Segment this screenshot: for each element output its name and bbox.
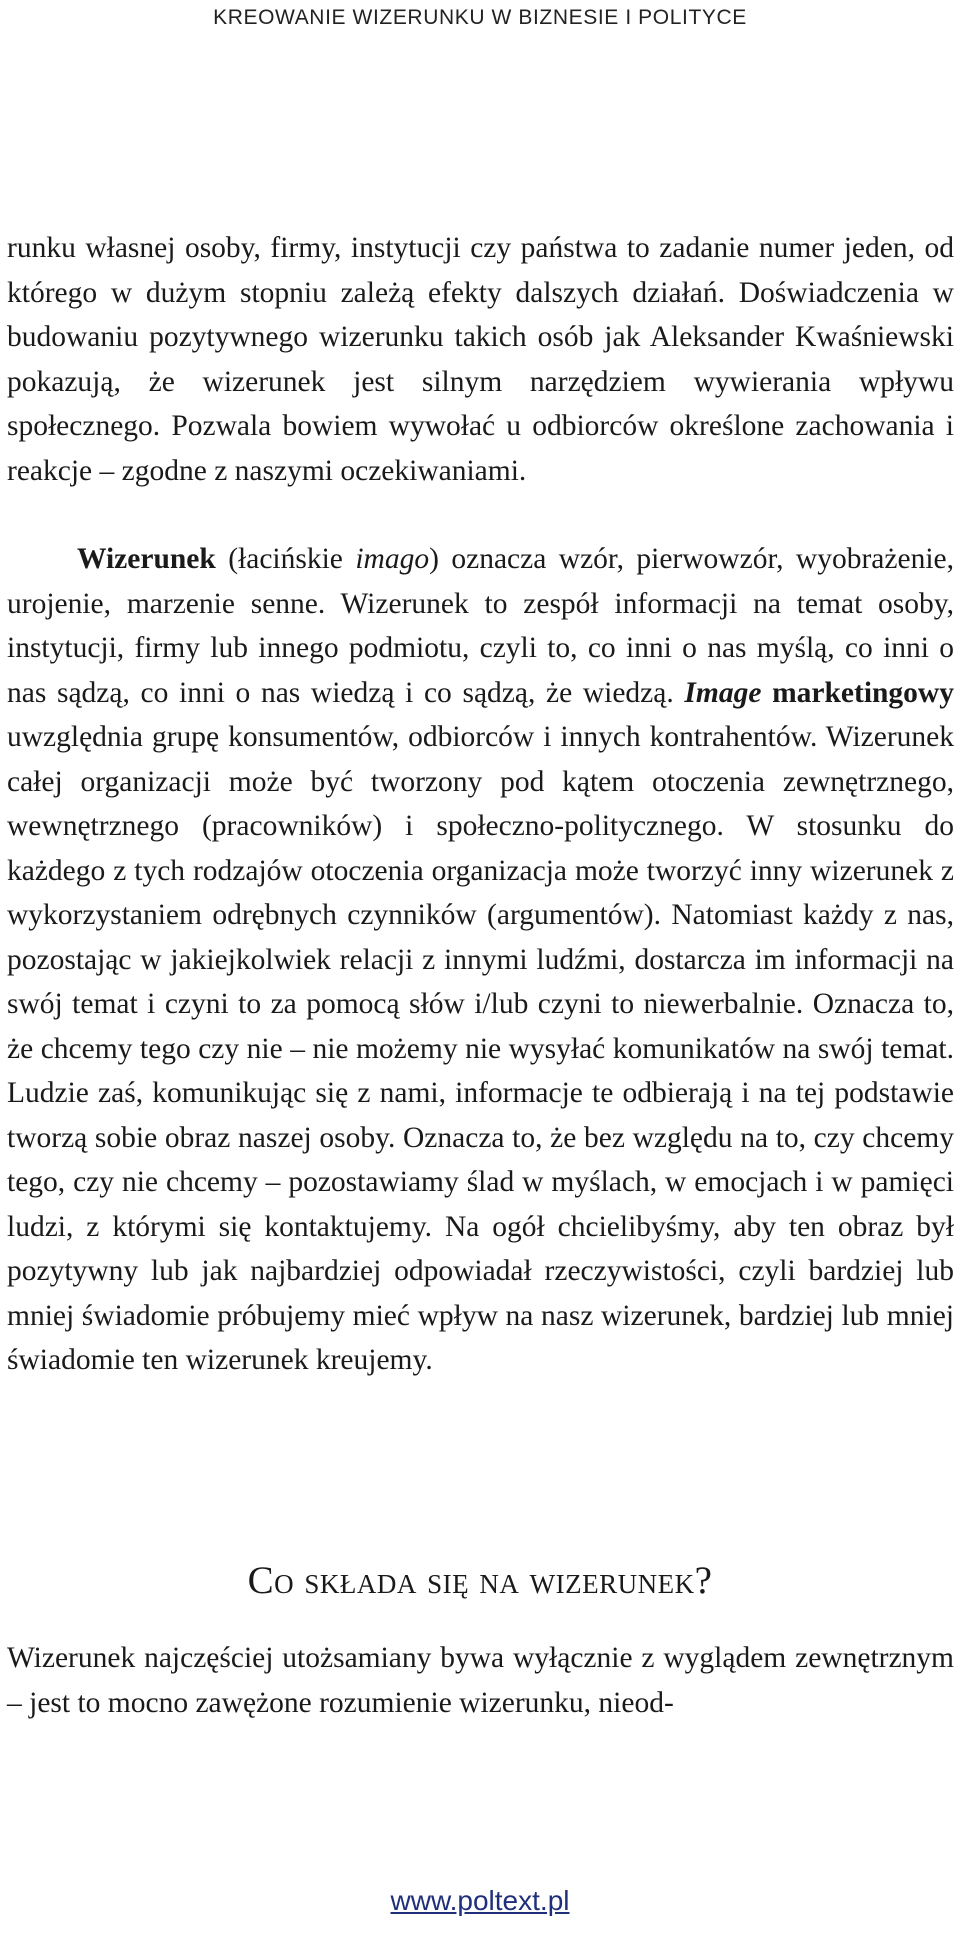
text-definition: ) oznacza wzór, pierwowzór, wyobrażenie, urojenie, marzenie senne. Wizerunek to zespół informacji na temat osoby, instytucji, firmy lub innego podmiotu, czyli to, co inni o nas myślą, co inni o nas sądzą, co inni o nas wiedzą i co sądzą, że wiedzą. bbox=[7, 543, 954, 709]
paragraph-definition bbox=[7, 537, 954, 1383]
paragraph-continuation bbox=[7, 226, 954, 493]
term-wizerunek: Wizerunek bbox=[77, 543, 216, 575]
term-image-wrapper bbox=[684, 677, 954, 709]
paragraph-1-text: runku własnej osoby, firmy, instytucji czy państwa to zadanie numer jeden, od którego w dużym stopniu zależą efekty dalszych działań. Doświadczenia w budowaniu pozytywnego wizerunku takich osób jak Aleksander Kwaśniewski pokazują, że wizerunek jest silnym narzędziem wywierania wpływu społecznego. Pozwala bowiem wywołać u odbiorców określone zachowania i reakcje – zgodne z naszymi oczekiwaniami. bbox=[7, 232, 954, 487]
paragraph-3-text: Wizerunek najczęściej utożsamiany bywa wyłącznie z wyglądem zewnętrznym – jest to mocno zawężone rozumienie wizerunku, nieod- bbox=[7, 1642, 954, 1719]
term-image: Image bbox=[684, 676, 762, 709]
paragraph-2-text bbox=[7, 537, 954, 1383]
paragraph-section-start bbox=[7, 1636, 954, 1725]
text-pre-italic: (łacińskie bbox=[215, 543, 356, 575]
publisher-link[interactable]: www.poltext.pl bbox=[390, 1885, 570, 1916]
running-head-title: KREOWANIE WIZERUNKU W BIZNESIE I POLITYCE bbox=[213, 6, 747, 29]
term-imago: imago bbox=[355, 543, 430, 575]
term-marketingowy: marketingowy bbox=[772, 676, 954, 709]
text-rest: uwzględnia grupę konsumentów, odbiorców i innych kontrahentów. Wizerunek całej organizacji może być tworzony pod kątem otoczenia zewnętrznego, wewnętrznego (pracowników) i społeczno-politycznego. W stosunku do każdego z tych rodzajów otoczenia organizacja może tworzyć inny wizerunek z wykorzystaniem odrębnych czynników (argumentów). Natomiast każdy z nas, pozostając w jakiejkolwiek relacji z innymi ludźmi, dostarcza im informacji na swój temat i czyni to za pomocą słów i/lub czyni to niewerbalnie. Oznacza to, że chcemy tego czy nie – nie możemy nie wysyłać komunikatów na swój temat. Ludzie zaś, komunikując się z nami, informacje te odbierają i na tej podstawie tworzą sobie obraz naszej osoby. Oznacza to, że bez względu na to, czy chcemy tego, czy nie chcemy – pozostawiamy ślad w myślach, w emocjach i w pamięci ludzi, z którymi się kontaktujemy. Na ogół chcielibyśmy, aby ten obraz był pozytywny lub jak najbardziej odpowiadał rzeczywistości, czyli bardziej lub mniej świadomie próbujemy mieć wpływ na nasz wizerunek, bardziej lub mniej świadomie ten wizerunek kreujemy. bbox=[7, 721, 954, 1376]
section-heading: Co składa się na wizerunek? bbox=[247, 1559, 713, 1602]
term-space bbox=[761, 677, 772, 709]
